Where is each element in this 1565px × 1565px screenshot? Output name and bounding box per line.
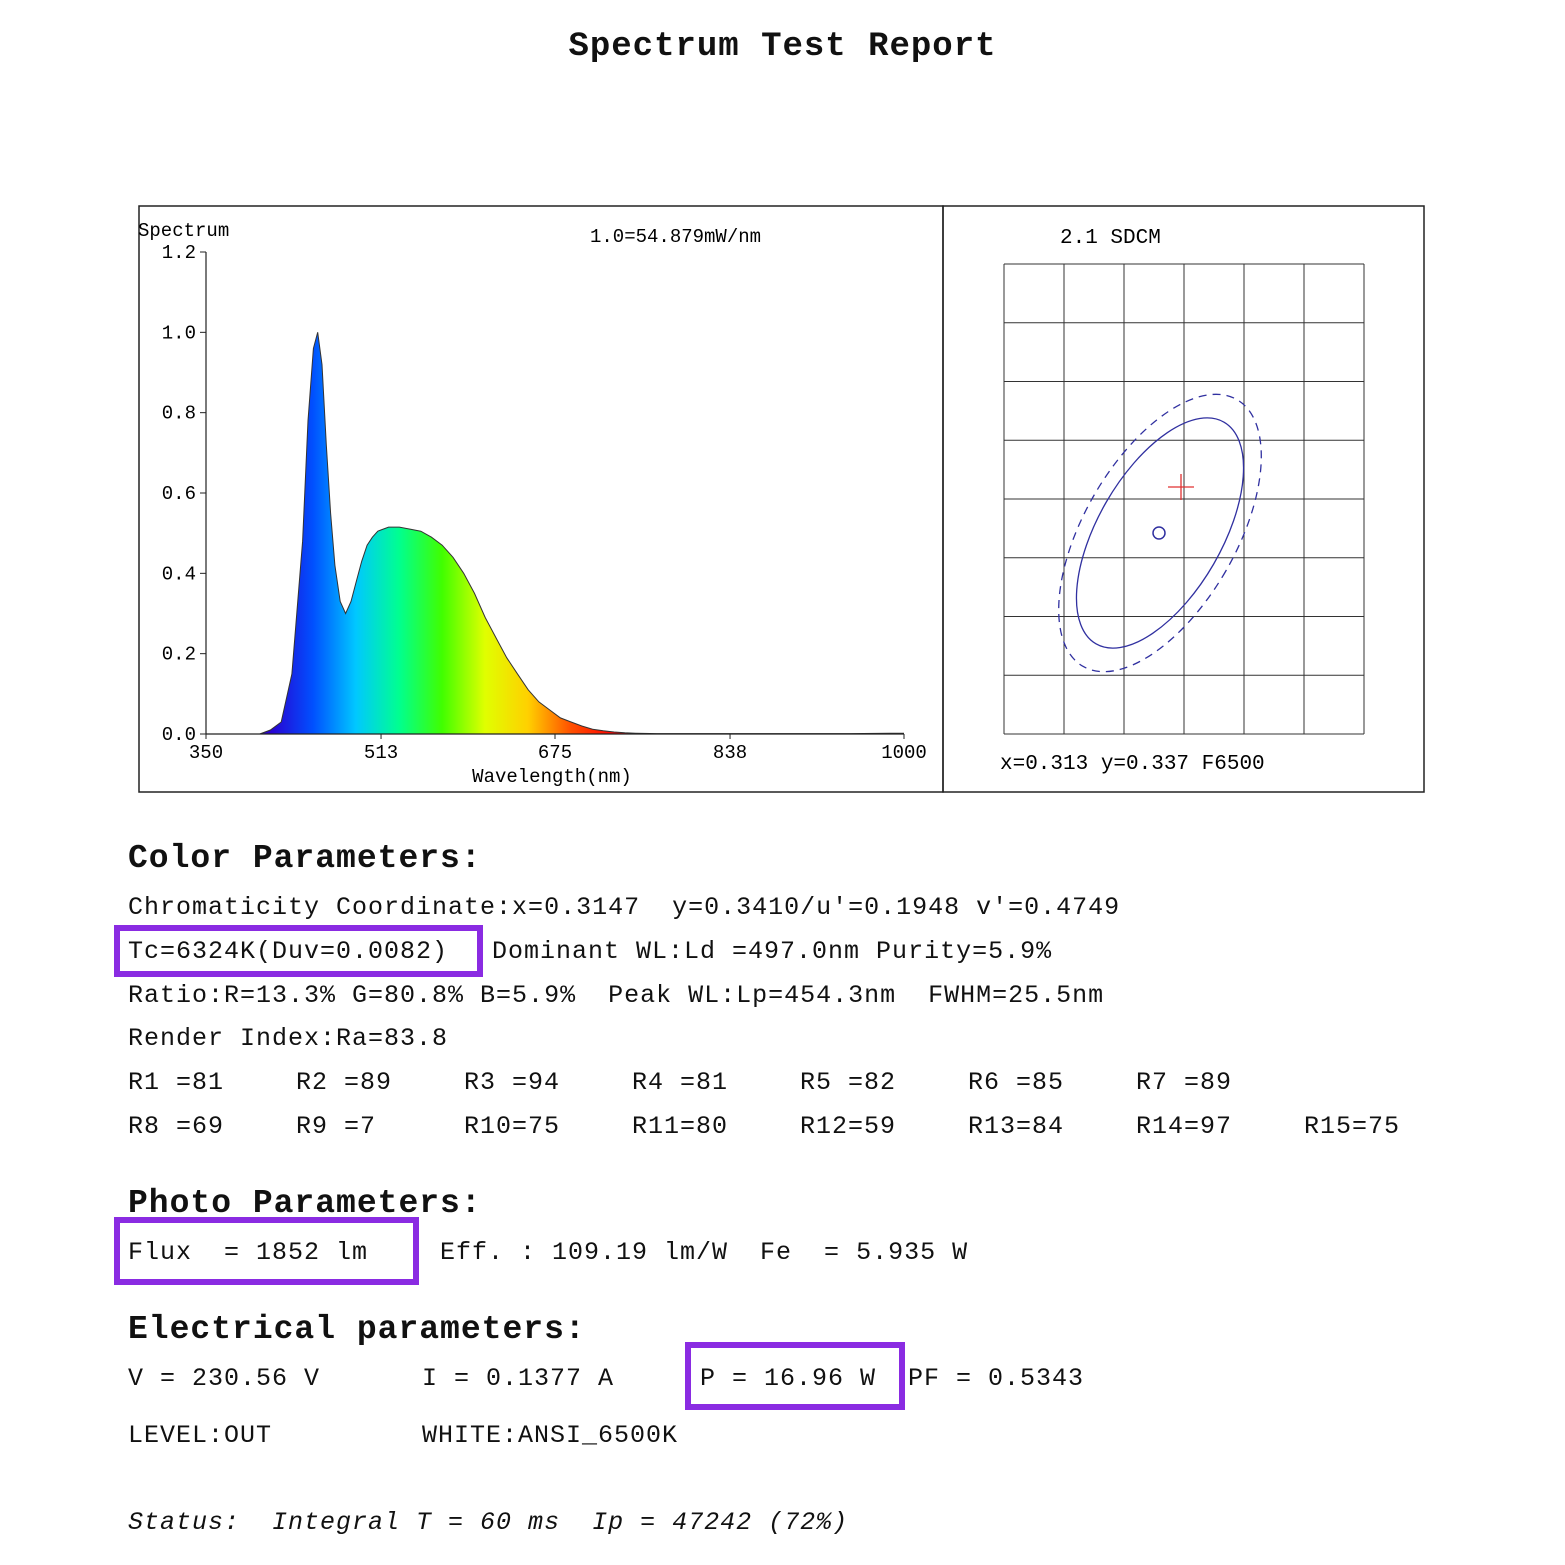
r-index-value: R15=75 [1304,1112,1401,1141]
r-index-value: R10=75 [464,1112,561,1141]
current-value: I = 0.1377 A [422,1364,615,1393]
y-tick-label: 1.0 [161,322,196,345]
r-index-value: R8 =69 [128,1112,225,1141]
sdcm-ellipse-outer [1017,362,1303,705]
x-tick-label: 675 [537,742,573,764]
voltage-value: V = 230.56 V [128,1364,321,1393]
r-index-value: R14=97 [1136,1112,1233,1141]
white-value: WHITE:ANSI_6500K [422,1421,679,1450]
x-tick-label: 1000 [881,742,927,764]
spectrum-chart [138,220,927,788]
measured-point [1153,527,1165,539]
power-value: P = 16.96 W [700,1364,877,1393]
y-tick-label: 0.8 [161,402,196,425]
level-value: LEVEL:OUT [128,1421,273,1450]
render-index: Render Index:Ra=83.8 [128,1024,449,1053]
spectrum-scale-note: 1.0=54.879mW/nm [590,226,762,248]
r-index-value: R6 =85 [968,1068,1065,1097]
x-axis-label: Wavelength(nm) [472,766,632,788]
r-index-value: R12=59 [800,1112,897,1141]
dominant-wl: Dominant WL:Ld =497.0nm Purity=5.9% [492,937,1053,966]
y-tick-label: 0.4 [161,563,196,586]
r-index-value: R7 =89 [1136,1068,1233,1097]
tc-value: Tc=6324K(Duv=0.0082) [128,937,449,966]
x-tick-label: 350 [188,742,224,764]
x-tick-label: 513 [363,742,399,764]
color-heading: Color Parameters: [128,840,482,877]
r-index-value: R13=84 [968,1112,1065,1141]
r-index-value: R9 =7 [296,1112,377,1141]
electrical-heading: Electrical parameters: [128,1311,586,1348]
sdcm-title: 2.1 SDCM [1060,227,1161,250]
r-index-value: R1 =81 [128,1068,225,1097]
flux-value: Flux = 1852 lm [128,1238,369,1267]
x-tick-label: 838 [712,742,748,764]
r-index-value: R4 =81 [632,1068,729,1097]
sdcm-ellipse-inner [1042,391,1277,675]
chromaticity-line: Chromaticity Coordinate:x=0.3147 y=0.3410/u'=0.1948 v'=0.4749 [128,893,1121,922]
r-index-value: R11=80 [632,1112,729,1141]
power-factor-value: PF = 0.5343 [908,1364,1085,1393]
r-index-value: R2 =89 [296,1068,393,1097]
spectrum-area [206,332,904,734]
page-title: Spectrum Test Report [568,28,997,66]
y-tick-label: 1.2 [161,242,196,264]
sdcm-chart [1000,227,1364,776]
y-tick-label: 0.6 [161,483,196,505]
efficiency-line: Eff. : 109.19 lm/W Fe = 5.935 W [440,1238,969,1267]
ratio-line: Ratio:R=13.3% G=80.8% B=5.9% Peak WL:Lp=454.3nm FWHM=25.5nm [128,981,1105,1010]
spectrum-title: Spectrum [138,220,230,242]
r-index-value: R5 =82 [800,1068,897,1097]
photo-heading: Photo Parameters: [128,1185,482,1222]
status-line: Status: Integral T = 60 ms Ip = 47242 (72%) [128,1508,849,1537]
sdcm-readout: x=0.313 y=0.337 F6500 [1000,753,1265,776]
y-tick-label: 0.0 [161,724,196,746]
r-index-value: R3 =94 [464,1068,561,1097]
y-tick-label: 0.2 [161,643,196,666]
